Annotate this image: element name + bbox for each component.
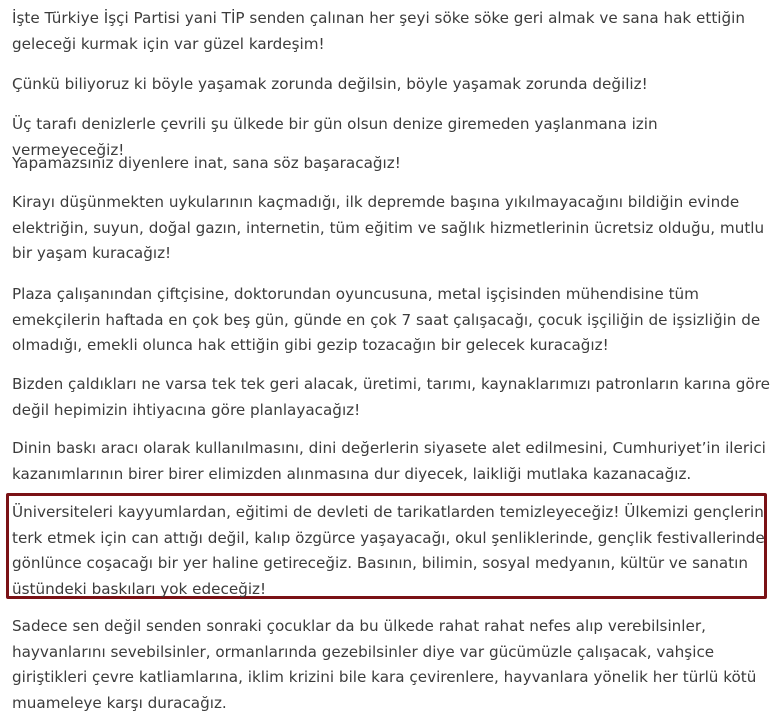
paragraph-8: Dinin baskı aracı olarak kullanılmasını, dini değerlerin siyasete alet edilmesini, Cumhuriyet’in ilerici kazanımlarının birer birer elimizden alınmasına dur diyecek, laikliği mutlaka kazanacağız. <box>12 439 766 483</box>
closing-paragraph: Sadece sen değil senden sonraki çocuklar da bu ülkede rahat rahat nefes alıp verebilsinler, hayvanlarını sevebilsinler, ormanlarında gezebilsinler diye var gücümüzle çalışacak, vahşice giriştikleri çevre katliamlarına, iklim krizini bile kara çevirenlere, hayvanlara yönelik her türlü kötü muameleye karşı duracağız. <box>12 617 757 712</box>
paragraph-6: Plaza çalışanından çiftçisine, doktorundan oyuncusuna, metal işçisinden mühendisine tüm emekçilerin haftada en çok beş gün, günde en çok 7 saat çalışacağı, çocuk işçiliğin de işsizliğin de olmadığı, emekli olunca hak ettiğin gibi gezip tozacağın bir gelecek kuracağız! <box>12 285 761 354</box>
paragraph-2: Çünkü biliyoruz ki böyle yaşamak zorunda değilsin, böyle yaşamak zorunda değiliz! <box>12 75 648 93</box>
paragraph-1: İşte Türkiye İşçi Partisi yani TİP senden çalınan her şeyi söke söke geri almak ve sana hak ettiğin geleceği kurmak için var güzel kardeşim! <box>12 9 745 53</box>
paragraph-4: Yapamazsınız diyenlere inat, sana söz başaracağız! <box>12 154 401 172</box>
paragraph-7: Bizden çaldıkları ne varsa tek tek geri alacak, üretimi, tarımı, kaynaklarımızı patronların karına göre değil hepimizin ihtiyacına göre planlayacağız! <box>12 375 770 419</box>
paragraph-5: Kirayı düşünmekten uykularının kaçmadığı, ilk depremde başına yıkılmayacağını bildiğin evinde elektriğin, suyun, doğal gazın, internetin, tüm eğitim ve sağlık hizmetlerinin ücretsiz olduğu, mutlu bir yaşam kuracağız! <box>12 193 765 262</box>
paragraph-3: Üç tarafı denizlerle çevrili şu ülkede bir gün olsun denize giremeden yaşlanmana izin vermeyeceğiz! <box>12 115 658 159</box>
highlighted-paragraph: Üniversiteleri kayyumlardan, eğitimi de devleti de tarikatlarden temizleyeceğiz! Ülkemizi gençlerin terk etmek için can attığı değil, kalıp özgürce yaşayacağı, okul şenliklerinde, gençlik festivallerinde gönlünce coşacağı bir yer haline getireceğiz. Basının, bilimin, sosyal medyanın, kültür ve sanatın üstündeki baskıları yok edeceğiz! <box>12 503 765 598</box>
